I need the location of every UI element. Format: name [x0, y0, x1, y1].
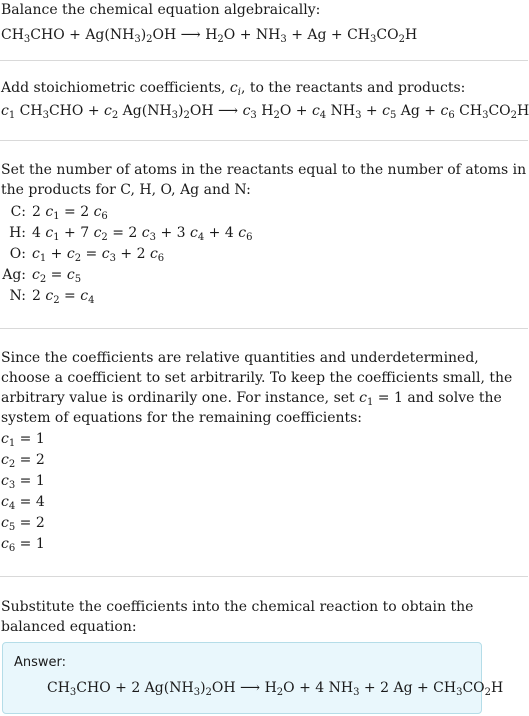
coefficient-value: $c_2 = 2$: [1, 452, 45, 470]
coef-text: Add stoichiometric coefficients, $c_i$, to the reactants and products:: [1, 80, 466, 98]
coefficient-equation: $c_1$ $CH_3CHO + c_2$ $Ag(NH_3)_2OH$ ⟶ $c_3$ $H_2O + c_4$ $NH_3 + c_5$ $Ag + c_6$ $CH_3CO_2H$: [1, 103, 529, 121]
system-row-c: C: 2 $c_1 = 2$ $c_6$: [10, 204, 108, 222]
atoms-section: [0, 160, 528, 307]
solve-text: Since the coefficients are relative quantities and underdetermined, choose a coefficient to set arbitrarily. To keep the coefficients small, the arbitrary value is ordinarily one. For instance, set $c_1 = 1$ and solve the system of equations for the remaining coefficients:: [1, 350, 513, 426]
solve-section: [0, 348, 528, 555]
coefficient-value: $c_4 = 4$: [1, 494, 45, 512]
divider: [0, 140, 528, 141]
system-row-ag: Ag: $c_2 = c_5$: [2, 267, 82, 285]
divider: [0, 328, 528, 329]
coefficient-value: $c_1 = 1$: [1, 431, 45, 449]
intro-text: Balance the chemical equation algebraically:: [1, 2, 321, 18]
system-row-n: N: 2 $c_2 = c_4$: [9, 288, 95, 306]
coefficient-values: [0, 429, 528, 555]
system-row-o: O: $c_1 + c_2 = c_3 + 2$ $c_6$: [9, 246, 165, 264]
divider: [0, 60, 528, 61]
coefficient-value: $c_6 = 1$: [1, 536, 45, 554]
answer-label: Answer:: [14, 655, 67, 670]
divider: [0, 576, 528, 577]
intro-section: [0, 0, 528, 46]
equation-system: [0, 202, 528, 307]
answer-box: [2, 642, 504, 714]
coefficient-value: $c_5 = 2$: [1, 515, 45, 533]
unbalanced-equation: $CH_3CHO + Ag(NH_3)_2OH$ ⟶ $H_2O + NH_3 + Ag + CH_3CO_2H$: [1, 27, 418, 45]
atoms-text: Set the number of atoms in the reactants equal to the number of atoms in the products for C, H, O, Ag and N:: [1, 162, 527, 198]
coefficient-value: $c_3 = 1$: [1, 473, 45, 491]
substitute-section: [0, 597, 528, 637]
substitute-text: Substitute the coefficients into the chemical reaction to obtain the balanced equation:: [1, 599, 474, 635]
coefficients-section: [0, 78, 528, 122]
system-row-h: H: 4 $c_1 + 7$ $c_2 = 2$ $c_3 + 3$ $c_4 + 4$ $c_6$: [9, 225, 253, 243]
balanced-equation: $CH_3CHO + 2$ $Ag(NH_3)_2OH$ ⟶ $H_2O + 4$ $NH_3 + 2$ $Ag + CH_3CO_2H$: [47, 680, 504, 698]
